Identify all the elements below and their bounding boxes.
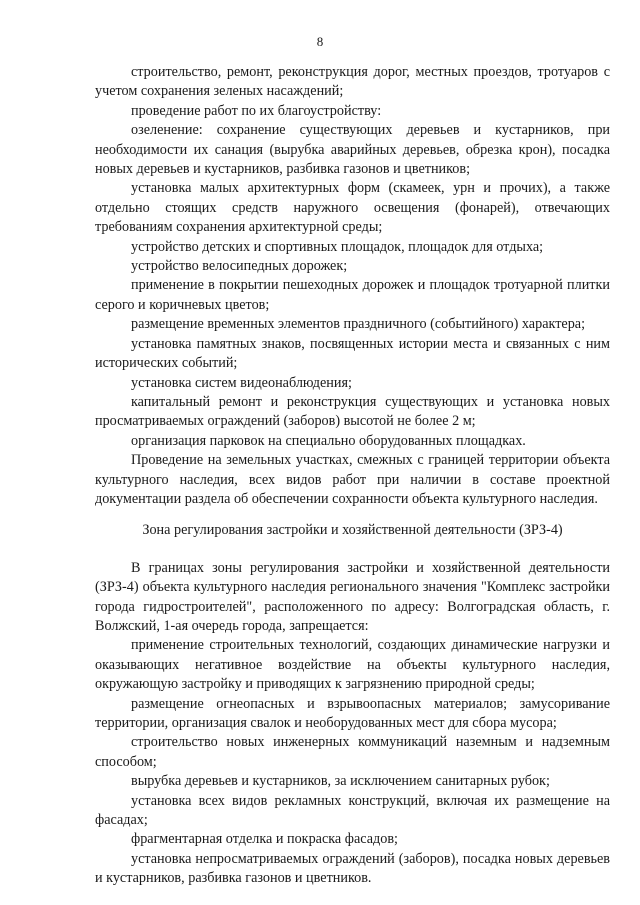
paragraph: фрагментарная отделка и покраска фасадов; — [131, 831, 398, 848]
paragraph: капитальный ремонт и реконструкция существующих и установка новых просматриваемых ограждений (заборов) высотой не более 2 м; — [95, 393, 610, 430]
section-heading: Зона регулирования застройки и хозяйственной деятельности (ЗРЗ-4) — [142, 522, 563, 539]
paragraph: установка малых архитектурных форм (скамеек, урн и прочих), а также отдельно стоящих средств наружного освещения (фонарей), отвечающих требованиям сохранения архитектурной среды; — [95, 180, 610, 236]
paragraph: вырубка деревьев и кустарников, за исключением санитарных рубок; — [131, 773, 550, 790]
paragraph: применение в покрытии пешеходных дорожек и площадок тротуарной плитки серого и коричневых цветов; — [95, 277, 610, 313]
paragraph: В границах зоны регулирования застройки и хозяйственной деятельности (ЗРЗ-4) объекта культурного наследия регионального значения "Комплекс застройки города гидростроителей", расположенного по адресу: Волгоградская область, г. Волжский, 1-ая очередь города, запрещается: — [95, 559, 610, 634]
document-body — [95, 63, 610, 889]
paragraph: установка систем видеонаблюдения; — [131, 374, 352, 391]
paragraph: озеленение: сохранение существующих деревьев и кустарников, при необходимости их санация (вырубка аварийных деревьев, обрезка крон), посадка новых деревьев и кустарников, разбивка газонов и цветников; — [95, 122, 610, 178]
paragraph: размещение временных элементов праздничного (событийного) характера; — [131, 316, 586, 333]
paragraph: установка памятных знаков, посвященных истории места и связанных с ним исторических событий; — [95, 335, 610, 372]
paragraph: строительство, ремонт, реконструкция дорог, местных проездов, тротуаров с учетом сохранения зеленых насаждений; — [95, 64, 610, 100]
paragraph: организация парковок на специально оборудованных площадках. — [131, 432, 526, 449]
paragraph: строительство новых инженерных коммуникаций наземным и надземным способом; — [95, 734, 610, 770]
paragraph: применение строительных технологий, создающих динамические нагрузки и оказывающих негативное воздействие на объекты культурного наследия, окружающую застройку и приводящих к загрязнению природной среды; — [95, 637, 610, 693]
paragraph: устройство велосипедных дорожек; — [131, 258, 348, 275]
page-number: 8 — [316, 34, 324, 49]
paragraph: установка непросматриваемых ограждений (заборов), посадка новых деревьев и кустарников, разбивка газонов и цветников. — [95, 850, 610, 887]
paragraph: Проведение на земельных участках, смежных с границей территории объекта культурного наследия, всех видов работ при наличии в составе проектной документации раздела об обеспечении сохранности объекта культурного наследия. — [95, 452, 610, 507]
paragraph: размещение огнеопасных и взрывоопасных материалов; замусоривание территории, организация свалок и необорудованных мест для сбора мусора; — [95, 695, 610, 731]
paragraph: проведение работ по их благоустройству: — [131, 102, 382, 119]
paragraph: установка всех видов рекламных конструкций, включая их размещение на фасадах; — [95, 792, 610, 829]
paragraph: устройство детских и спортивных площадок, площадок для отдыха; — [131, 238, 544, 255]
